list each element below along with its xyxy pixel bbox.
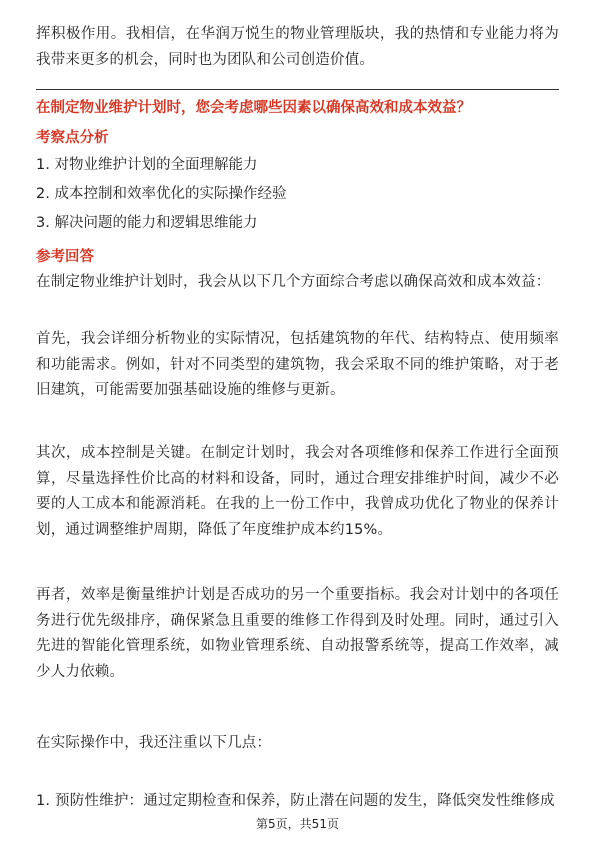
answer-paragraph: 在实际操作中，我还注重以下几点： <box>36 735 272 751</box>
analysis-item: 1. 对物业维护计划的全面理解能力 <box>36 157 258 173</box>
analysis-item: 2. 成本控制和效率优化的实际操作经验 <box>36 186 287 202</box>
answer-paragraph: 其次，成本控制是关键。在制定计划时，我会对各项维修和保养工作进行全面预算，尽量选择性价比高的材料和设备，同时，通过合理安排维护时间，减少不必要的人工成本和能源消耗。在我的上一份工作中，我曾成功优化了物业的保养计划，通过调整维护周期，降低了年度维护成本约15%。 <box>36 445 559 538</box>
section-divider <box>36 89 559 90</box>
answer-paragraph-block <box>36 583 559 685</box>
answer-paragraph-block <box>36 327 559 404</box>
answer-paragraph-block <box>36 731 559 757</box>
answer-paragraph-block <box>36 270 559 296</box>
answer-title: 参考回答 <box>36 249 94 265</box>
analysis-item: 3. 解决问题的能力和逻辑思维能力 <box>36 215 258 231</box>
answer-paragraph-block <box>36 441 559 543</box>
answer-paragraph: 首先，我会详细分析物业的实际情况，包括建筑物的年代、结构特点、使用频率和功能需求。例如，针对不同类型的建筑物，我会采取不同的维护策略，对于老旧建筑，可能需要加强基础设施的维修与更新。 <box>36 331 559 398</box>
question-heading: 在制定物业维护计划时，您会考虑哪些因素以确保高效和成本效益？ <box>36 100 471 116</box>
intro-paragraph-block <box>36 22 559 73</box>
page-footer: 第5页，共51页 <box>256 817 339 831</box>
answer-paragraph: 再者，效率是衡量维护计划是否成功的另一个重要指标。我会对计划中的各项任务进行优先级排序，确保紧急且重要的维修工作得到及时处理。同时，通过引入先进的智能化管理系统，如物业管理系统、自动报警系统等，提高工作效率，减少人力依赖。 <box>36 587 559 680</box>
answer-paragraph-block <box>36 789 559 815</box>
answer-list-item: 1. 预防性维护：通过定期检查和保养，防止潜在问题的发生，降低突发性维修成 <box>36 793 555 809</box>
analysis-title: 考察点分析 <box>36 130 109 146</box>
answer-paragraph: 在制定物业维护计划时，我会从以下几个方面综合考虑以确保高效和成本效益： <box>36 274 551 290</box>
intro-paragraph: 挥积极作用。我相信，在华润万悦生的物业管理版块，我的热情和专业能力将为我带来更多的机会，同时也为团队和公司创造价值。 <box>36 26 559 68</box>
